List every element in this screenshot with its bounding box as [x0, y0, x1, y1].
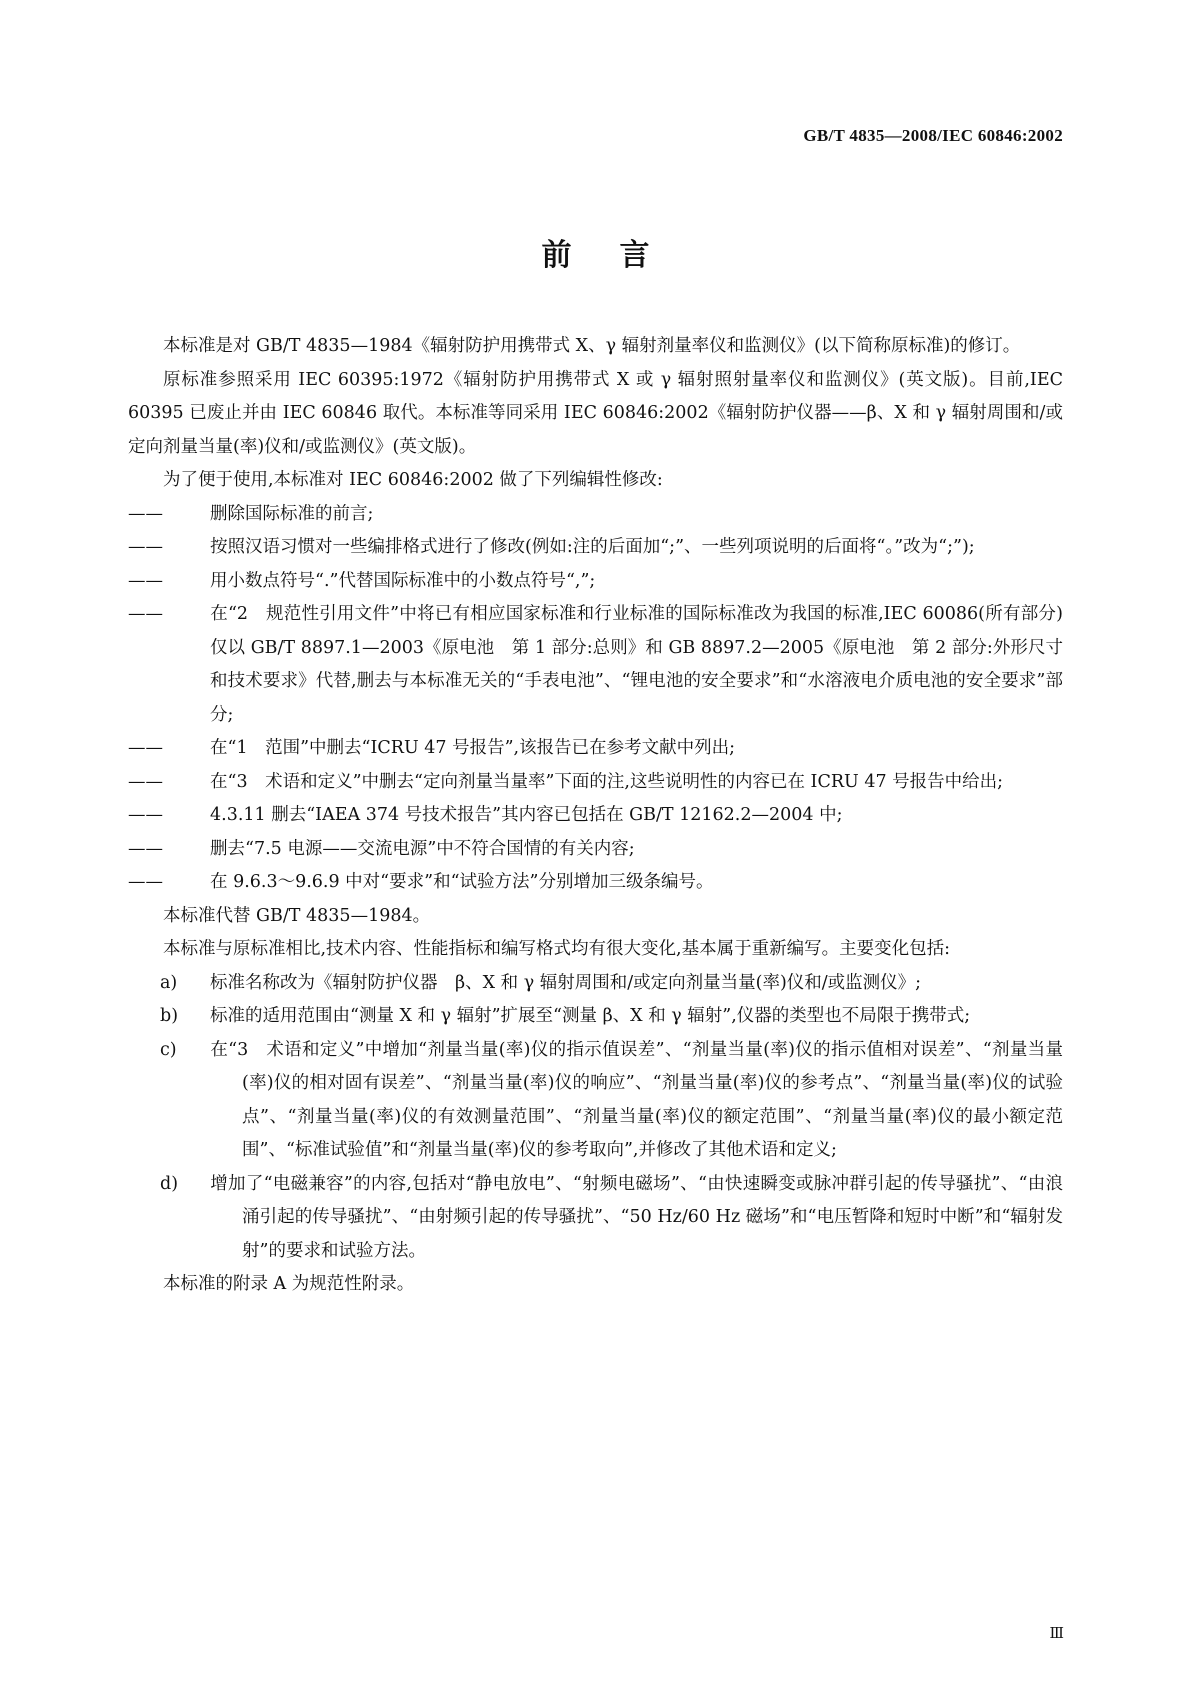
list-item: [128, 732, 1063, 766]
standard-number: GB/T 4835—2008/IEC 60846:2002: [803, 126, 1063, 145]
list-item-text: 在“3 术语和定义”中删去“定向剂量当量率”下面的注,这些说明性的内容已在 ICRU 47 号报告中给出;: [210, 771, 1004, 792]
list-item: [160, 1000, 1063, 1034]
list-item-text: 在 9.6.3～9.6.9 中对“要求”和“试验方法”分别增加三级条编号。: [210, 872, 714, 892]
list-item: [160, 967, 1063, 1001]
dash-mark: ——: [128, 805, 163, 825]
list-item-text: 在“3 术语和定义”中增加“剂量当量(率)仪的指示值误差”、“剂量当量(率)仪的指示值相对误差”、“剂量当量(率)仪的相对固有误差”、“剂量当量(率)仪的响应”、“剂量当量(率)仪的参考点”、“剂量当量(率)仪的试验点”、“剂量当量(率)仪的有效测量范围”、“剂量当量(率)仪的额定范围”、“剂量当量(率)仪的最小额定范围”、“标准试验值”和“剂量当量(率)仪的参考取向”,并修改了其他术语和定义;: [210, 1039, 1063, 1160]
list-item: [128, 565, 1063, 599]
paragraph-replaces: 本标准代替 GB/T 4835—1984。: [163, 905, 431, 926]
list-item-marker: d): [160, 1173, 179, 1194]
list-item-text: 按照汉语习惯对一些编排格式进行了修改(例如:注的后面加“;”、一些列项说明的后面将“。”改为“;”);: [210, 537, 975, 557]
list-item: [128, 799, 1063, 833]
list-item: [128, 866, 1063, 900]
list-item-text: 删除国际标准的前言;: [210, 503, 374, 524]
dash-mark: ——: [128, 771, 163, 792]
dash-mark: ——: [128, 738, 163, 758]
list-item-text: 用小数点符号“.”代替国际标准中的小数点符号“,”;: [210, 570, 596, 591]
list-item: [128, 498, 1063, 532]
list-item: [128, 766, 1063, 800]
list-item: [160, 1034, 1063, 1168]
dash-mark: ——: [128, 838, 163, 859]
paragraph-editorial-intro: 为了便于使用,本标准对 IEC 60846:2002 做了下列编辑性修改:: [163, 470, 663, 490]
dash-mark: ——: [128, 537, 163, 557]
dash-mark: ——: [128, 604, 163, 624]
list-item-text: 在“1 范围”中删去“ICRU 47 号报告”,该报告已在参考文献中列出;: [210, 738, 735, 758]
dash-mark: ——: [128, 570, 163, 591]
paragraph-annex: 本标准的附录 A 为规范性附录。: [163, 1274, 415, 1294]
paragraph-adoption: 原标准参照采用 IEC 60395:1972《辐射防护用携带式 X 或 γ 辐射照射量率仪和监测仪》(英文版)。目前,IEC 60395 已废止并由 IEC 60846 取代。本标准等同采用 IEC 60846:2002《辐射防护仪器——β、X 和 γ 辐射周围和/或定向剂量当量(率)仪和/或监测仪》(英文版)。: [128, 369, 1063, 457]
list-item-marker: b): [160, 1006, 179, 1026]
list-item-text: 删去“7.5 电源——交流电源”中不符合国情的有关内容;: [210, 838, 635, 859]
paragraph-revision: 本标准是对 GB/T 4835—1984《辐射防护用携带式 X、γ 辐射剂量率仪和监测仪》(以下简称原标准)的修订。: [163, 336, 1021, 356]
list-item-text: 在“2 规范性引用文件”中将已有相应国家标准和行业标准的国际标准改为我国的标准,IEC 60086(所有部分)仅以 GB/T 8897.1—2003《原电池 第 1 部分:总则》和 GB 8897.2—2005《原电池 第 2 部分:外形尺寸和技术要求》代替,删去与本标准无关的“手表电池”、“锂电池的安全要求”和“水溶液电介质电池的安全要求”部分;: [210, 604, 1063, 725]
list-item: [160, 1168, 1063, 1269]
list-item-marker: c): [160, 1039, 177, 1060]
dash-mark: ——: [128, 872, 163, 892]
list-item-text: 4.3.11 删去“IAEA 374 号技术报告”其内容已包括在 GB/T 12162.2—2004 中;: [210, 805, 843, 825]
list-item-text: 标准的适用范围由“测量 X 和 γ 辐射”扩展至“测量 β、X 和 γ 辐射”,仪器的类型也不局限于携带式;: [210, 1006, 971, 1026]
list-item-text: 增加了“电磁兼容”的内容,包括对“静电放电”、“射频电磁场”、“由快速瞬变或脉冲群引起的传导骚扰”、“由浪涌引起的传导骚扰”、“由射频引起的传导骚扰”、“50 Hz/60 Hz 磁场”和“电压暂降和短时中断”和“辐射发射”的要求和试验方法。: [210, 1173, 1063, 1261]
list-item: [128, 531, 1063, 565]
list-item-text: 标准名称改为《辐射防护仪器 β、X 和 γ 辐射周围和/或定向剂量当量(率)仪和/或监测仪》;: [210, 972, 922, 993]
page-title: 前言: [541, 238, 698, 273]
paragraph-changes-intro: 本标准与原标准相比,技术内容、性能指标和编写格式均有很大变化,基本属于重新编写。主要变化包括:: [163, 939, 951, 959]
page-number: Ⅲ: [1049, 1626, 1064, 1642]
dash-mark: ——: [128, 503, 163, 524]
list-item: [128, 598, 1063, 732]
list-item-marker: a): [160, 972, 178, 993]
document-body: [128, 330, 1063, 1302]
list-item: [128, 833, 1063, 867]
